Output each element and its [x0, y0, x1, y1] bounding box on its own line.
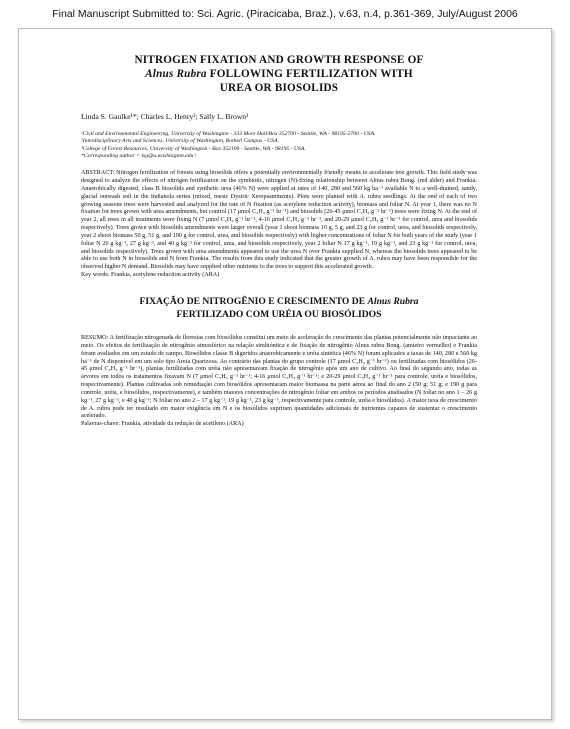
- pt-title-line-1: FIXAÇÃO DE NITROGÊNIO E CRESCIMENTO DE: [139, 296, 368, 307]
- affiliation-3: ³College of Forest Resources, University of Washington - Box 352100 - Seattle, WA - 98195 - USA.: [81, 145, 306, 152]
- manuscript-page: [18, 28, 552, 720]
- affiliations: [81, 131, 477, 160]
- title-line-2: FOLLOWING FERTILIZATION WITH: [206, 68, 413, 80]
- title-line-3: UREA OR BIOSOLIDS: [219, 82, 339, 94]
- keywords: Key words: Frankia, acetylene reduction activity (ARA): [81, 272, 220, 279]
- portuguese-title: [81, 296, 477, 321]
- paper-title: [81, 53, 477, 95]
- corresponding-author: *Corresponding author < lsg@u.washington.edu>: [81, 152, 198, 159]
- affiliation-2: ²Interdisciplinary Arts and Sciences, University of Washington, Bothell Campus - USA.: [81, 138, 279, 145]
- affiliation-1: ¹Civil and Environmental Engineering, University of Washington - 333 More Hall/Box 352700 - Seattle, WA - 98195-2700 - USA.: [81, 131, 376, 137]
- journal-header: Final Manuscript Submitted to: Sci. Agric. (Piracicaba, Braz.), v.63, n.4, p.361-369, July/August 2006: [52, 8, 518, 20]
- pt-title-line-2: FERTILIZADO COM URÉIA OU BIOSÓLIDOS: [176, 308, 382, 320]
- page-content: [81, 53, 477, 429]
- pt-title-species: Alnus Rubra: [367, 296, 419, 307]
- title-species: Alnus Rubra: [145, 68, 207, 80]
- title-line-1: NITROGEN FIXATION AND GROWTH RESPONSE OF: [134, 54, 424, 66]
- author-list: Linda S. Gaulke¹*; Charles L. Henry²; Sally L. Brown³: [81, 112, 249, 121]
- resumo: RESUMO: A fertilização nitrogenada de florestas com biosólidos constitui um meio de aceleração do crescimento das plantas potencialmente não impactante ao meio. Os efeitos de fertilização de nitrogênio atmosférico na relação simbióntica e de fixação de nitrogênio Alnus rubra Bong. (amieiro vermelho) e Frankia foram avaliados em um estudo de campo. Biosólidos classe B digeridos anaerobicamente e uréia sintética (46% N) foram aplicados a taxas de 140, 280 e 560 kg ha⁻¹ de N disponível em um solo tipo Areia Quartzosa. Ao contrário das plantas do grupo controle (17 μmol C₂H₄ g⁻¹ hr⁻¹) ou fertilizadas com biosólidos (26-45 μmol C₂H₄ g⁻¹ hr⁻¹), plantas fertilizadas com uréia não apresentavam fixação de nitrogênio após um ano de cultivo. Ao final do segundo ano, todas as árvores em todos os tratamentos fixavam N (7 μmol C₂H₄ g⁻¹ hr⁻¹; 4-16 μmol C₂H₄ g⁻¹ hr⁻¹; e 20-29 μmol C₂H₄ g⁻¹ hr⁻¹ para controle, uréia e biosólidos, respectivamente). Plantas cultivadas sob remediação com biosólidos apresentaram maior biomassa na parte aérea ao final do ano 2 (50 g; 51 g; e 190 g para controle, uréia, e biosólidos, respectivamente), e também maiores concentrações de nitrogênio foliar em ambos os períodos analisados (N foliar no ano 1 – 26 g kg⁻¹, 27 g kg⁻¹, e 40 g kg⁻¹; N foliar no ano 2 – 17 g kg⁻¹, 19 g kg⁻¹, 23 g kg⁻¹, respectivamente para controle, uréia e biosólidos). A maior taxa de crescimento de A. rubra pode ter resultado em maior exigência em N e os biosólidos supriram quantidades adicionais de nutrientes capazes de sustentar o crescimento acelerado.: [81, 335, 477, 420]
- palavras-chave: Palavras-chave: Frankia, atividade da redução de acetileno (ARA): [81, 421, 244, 428]
- abstract: ABSTRACT: Nitrogen fertilization of forests using biosolids offers a potentially environmentally friendly means to accelerate tree growth. This field study was designed to analyze the effects of nitrogen fertilization on the symbiotic, nitrogen (N)-fixing relationship between Alnus rubra Bong. (red alder) and Frankia. Anaerobically digested, class B biosolids and synthetic urea (46% N) were applied at rates of 140, 280 and 560 kg ha⁻¹ available N to a well-drained, sandy, glacial outwash soil in the Indianola series (mixed, mesic Dystric Xeropsamments). Plots were planted with A. rubra seedlings. At the end of each of two growing seasons trees were harvested and analyzed for the rate of N fixation (as acetylene reduction activity), biomass and foliar N. At year 1, there was no N fixation for trees grown with urea amendments, but control (17 μmol C₂H₄ g⁻¹ hr⁻¹) and biosolids (26-45 μmol C₂H₄ g⁻¹ hr⁻¹) trees were fixing N. At the end of year 2, all trees in all treatments were fixing N (7 μmol C₂H₄ g⁻¹ hr⁻¹, 4-16 μmol C₂H₄ g⁻¹ hr⁻¹, and 20-29 μmol C₂H₄ g⁻¹ hr⁻¹ for control, urea and biosolids respectively). Trees grown with biosolids amendments were larger overall (year 1 shoot biomass 10 g, 5 g, and 23 g for control, urea, and biosolids respectively, year 2 shoot biomass 50 g, 51 g, and 190 g for control, urea, and biosolids respectively) with higher concentrations of foliar N for both years of the study (year 1 foliar N 26 g kg⁻¹, 27 g kg⁻¹, and 40 g kg⁻¹ for control, urea, and biosolids respectively, year 2 foliar N 17 g kg⁻¹, 19 g kg⁻¹, and 23 g kg⁻¹ for control, urea, and biosolids respectively). Trees grown with urea amendments appeared to use the urea N over Frankia supplied N, whereas the biosolids trees appeared to be able to use both N in biosolids and N from Frankia. The results from this study indicated that the greater growth of A. rubra may have been responsible for the observed higher N demand. Biosolids may have supplied other nutrients to the trees to support this accelerated growth.: [81, 170, 477, 271]
